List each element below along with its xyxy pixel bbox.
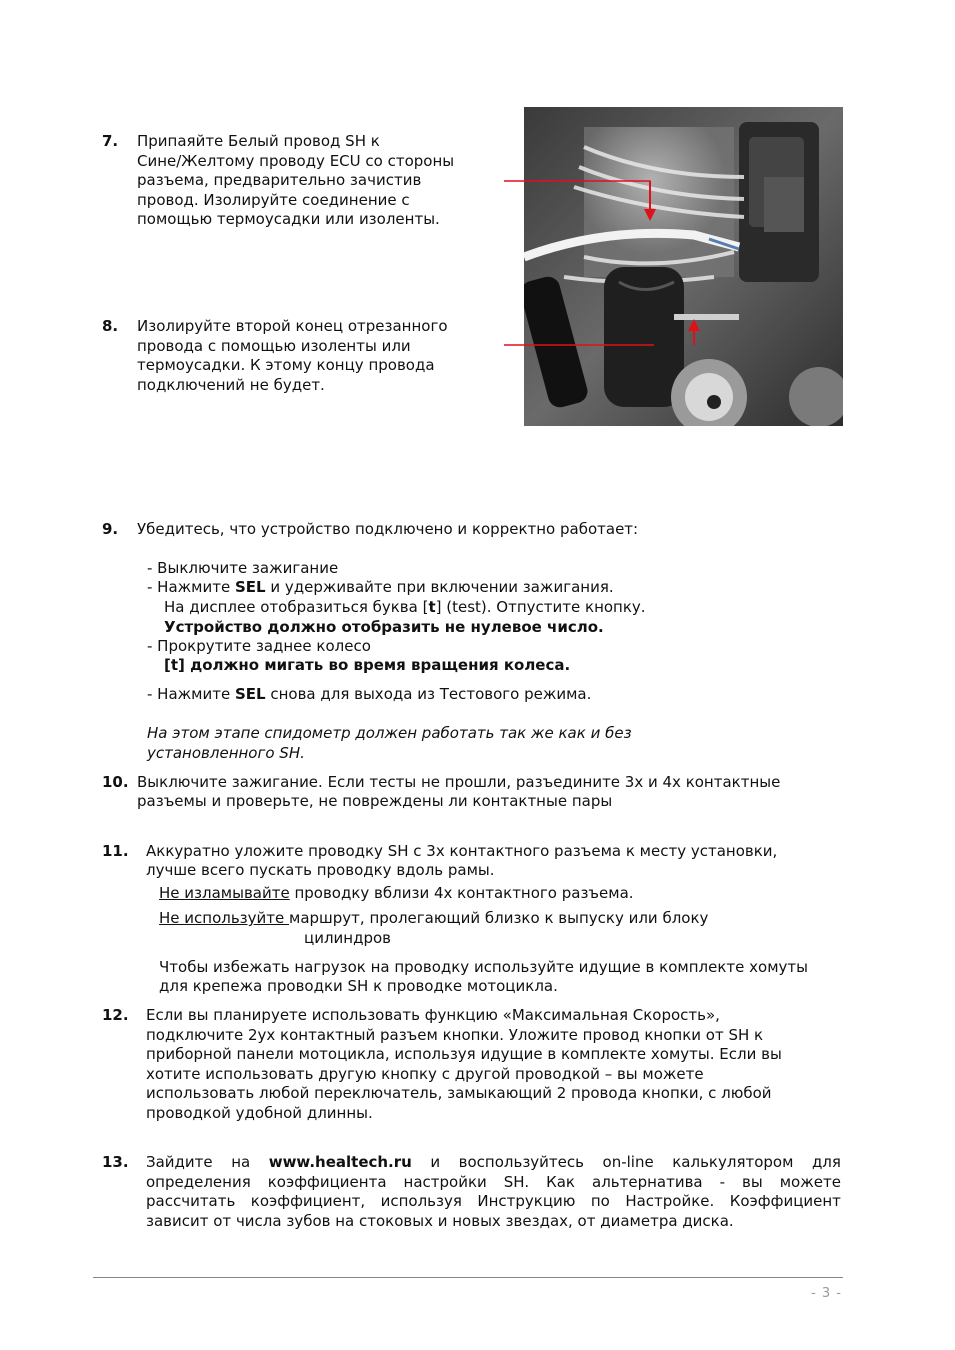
step-7-line: провод. Изолируйте соединение с <box>137 190 410 209</box>
step-13-word: альтернатива <box>592 1172 703 1191</box>
step-9-note-line: На этом этапе спидометр должен работать так же как и без <box>147 724 632 742</box>
step-9-number: 9. <box>102 520 119 538</box>
step-9-display-t: На дисплее отобразиться буква [t] (test). Отпустите кнопку. <box>164 598 646 616</box>
step-12-line: проводкой удобной длинны. <box>146 1103 373 1122</box>
step-13-line-1 <box>146 1153 841 1173</box>
step-13-line-4: зависит от числа зубов на стоковых и новых звездах, от диаметра диска. <box>146 1211 734 1230</box>
footer-rule <box>93 1277 843 1278</box>
step-8-line: Изолируйте второй конец отрезанного <box>137 317 448 335</box>
step-9-bullet-press-sel: - Нажмите SEL и удерживайте при включении зажигания. <box>147 578 614 596</box>
callout-line-step7 <box>504 181 650 184</box>
step-13-word: калькулятором <box>672 1153 794 1171</box>
step-8-line: подключений не будет. <box>137 375 325 394</box>
step-7-line: Сине/Желтому проводу ECU со стороны <box>137 151 455 170</box>
step-9-intro: Убедитесь, что устройство подключено и корректно работает: <box>137 520 639 538</box>
step-10-line: разъемы и проверьте, не повреждены ли контактные пары <box>137 792 613 810</box>
step-13-word: для <box>811 1153 841 1171</box>
step-13-word: и <box>430 1153 441 1171</box>
step-13-line-3 <box>146 1192 841 1212</box>
step-13-line-2 <box>146 1173 841 1193</box>
step-12-line: Если вы планируете использовать функцию «Максимальная Скорость», <box>146 1006 720 1024</box>
step-13-word: Коэффициент <box>729 1192 841 1210</box>
step-11-warning-bend: Не изламывайте проводку вблизи 4х контактного разъема. <box>159 884 634 902</box>
step-9-blink-note: [t] должно мигать во время вращения колеса. <box>164 656 571 674</box>
step-13-word: настройки <box>403 1172 487 1191</box>
step-10-line: Выключите зажигание. Если тесты не прошли, разъедините 3х и 4х контактные <box>137 773 781 791</box>
step-9-bullet-rotate-wheel: - Прокрутите заднее колесо <box>147 637 371 655</box>
callout-lines <box>504 178 654 348</box>
step-9-nonzero-note: Устройство должно отобразить не нулевое число. <box>164 618 604 636</box>
step-10-number: 10. <box>102 773 129 791</box>
step-13-word: на <box>231 1153 251 1171</box>
step-13-text <box>146 1153 841 1231</box>
step-13-word: Как <box>546 1172 575 1191</box>
step-13-word: SH. <box>503 1172 530 1191</box>
step-9-note-line: установленного SH. <box>147 744 305 762</box>
step-8-number: 8. <box>102 317 119 335</box>
step-13-word: Зайдите <box>146 1153 213 1171</box>
step-8-line: провода с помощью изоленты или <box>137 336 411 355</box>
step-13-word: on-line <box>602 1153 654 1171</box>
step-13-word: - <box>719 1172 726 1191</box>
step-7-line: помощью термоусадки или изоленты. <box>137 210 440 228</box>
step-12-line: подключите 2ух контактный разъем кнопки. Уложите провод кнопки от SH к <box>146 1025 764 1044</box>
step-13-word: используя <box>380 1192 462 1210</box>
step-13-word: по <box>590 1192 610 1210</box>
step-11-line: лучше всего пускать проводку вдоль рамы. <box>146 861 495 879</box>
step-13-word: Инструкцию <box>477 1192 576 1210</box>
step-11-tip-line: для крепежа проводки SH к проводке мотоцикла. <box>159 977 558 995</box>
step-12-line: приборной панели мотоцикла, используя идущие в комплекте хомуты. Если вы <box>146 1045 782 1063</box>
step-12-line: хотите использовать другую кнопку с другой проводкой – вы можете <box>146 1064 704 1083</box>
step-11-line: Аккуратно уложите проводку SH с 3х контактного разъема к месту установки, <box>146 842 778 860</box>
step-13-word: можете <box>779 1172 841 1191</box>
step-13-word: коэффициент, <box>250 1192 366 1210</box>
step-8-line: термоусадки. К этому концу провода <box>137 356 435 374</box>
step-9-bullet-ignition-off: - Выключите зажигание <box>147 559 339 577</box>
step-13-number: 13. <box>102 1153 129 1171</box>
step-13-word: воспользуйтесь <box>458 1153 584 1171</box>
step-11-warning-route-cont: цилиндров <box>304 929 392 947</box>
step-13-word: Настройке. <box>625 1192 715 1210</box>
step-7-line: разъема, предварительно зачистив <box>137 171 422 189</box>
step-13-word: определения <box>146 1172 251 1191</box>
step-13-word: рассчитать <box>146 1192 236 1210</box>
step-11-tip-line: Чтобы избежать нагрузок на проводку используйте идущие в комплекте хомуты <box>159 958 808 976</box>
step-12-line: использовать любой переключатель, замыкающий 2 провода кнопки, с любой <box>146 1084 772 1102</box>
step-11-number: 11. <box>102 842 129 860</box>
step-12-number: 12. <box>102 1006 129 1024</box>
healtech-link[interactable]: www.healtech.ru <box>268 1153 412 1171</box>
step-13-word: коэффициента <box>267 1172 387 1191</box>
page-number: - 3 - <box>811 1286 842 1301</box>
step-7-line: Припаяйте Белый провод SH к <box>137 132 380 150</box>
step-7-number: 7. <box>102 132 119 150</box>
step-11-warning-route: Не используйте маршрут, пролегающий близко к выпуску или блоку <box>159 909 709 927</box>
step-13-word: вы <box>742 1172 763 1191</box>
step-9-bullet-exit-test: - Нажмите SEL снова для выхода из Тестового режима. <box>147 685 592 703</box>
